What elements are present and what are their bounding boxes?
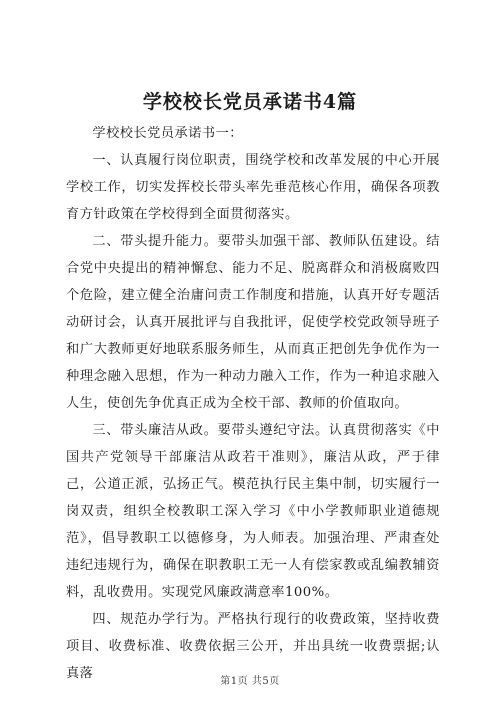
paragraph-1: 一、认真履行岗位职责，围绕学校和改革发展的中心开展学校工作，切实发挥校长带头率先垂范核心作用，确保各项教育方针政策在学校得到全面贯彻落实。	[66, 153, 440, 222]
paragraph-4: 四、规范办学行为。严格执行现行的收费政策，坚持收费项目、收费标准、收费依据三公开，并出具统一收费票据;认真落	[66, 612, 440, 681]
document-title: 学校校长党员承诺书4篇	[142, 91, 358, 113]
paragraph-3: 三、带头廉洁从政。要带头遵纪守法。认真贯彻落实《中国共产党领导干部廉洁从政若干准则》，廉洁从政，严于律己，公道正派，弘扬正气。模范执行民主集中制，切实履行一岗双责，组织全校教职工深入学习《中小学教师职业道德规范》，倡导教职工以德修身，为人师表。加强治理、严肃查处违纪违规行为，确保在职教职工无一人有偿家教或乱编教辅资料，乱收费用。实现党风廉政满意率100%。	[66, 423, 440, 600]
page-footer: 第1页 共5页	[220, 676, 280, 687]
paragraph-2: 二、带头提升能力。要带头加强干部、教师队伍建设。结合党中央提出的精神懈怠、能力不足、脱离群众和消极腐败四个危险，建立健全治庸问责工作制度和措施，认真开好专题活动研讨会，认真开展批评与自我批评，促使学校党政领导班子和广大教师更好地联系服务师生，从而真正把创先争优作为一种理念融入思想，作为一种动力融入工作，作为一种追求融入人生，使创先争优真正成为全校干部、教师的价值取向。	[66, 234, 440, 411]
paragraph-greeting: 学校校长党员承诺书一：	[92, 126, 243, 141]
document-body	[66, 120, 440, 687]
